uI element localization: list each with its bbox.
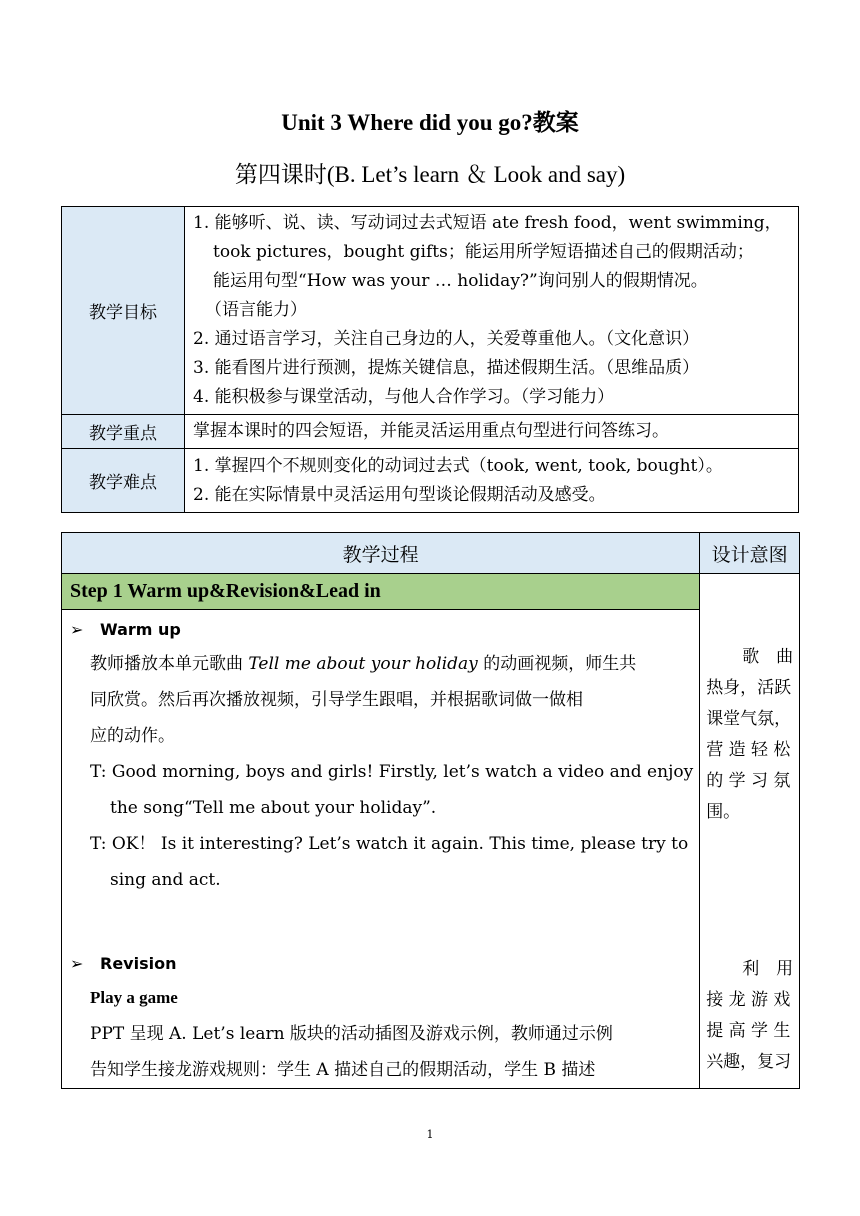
intent-cell — [700, 574, 800, 1089]
arrow-bullet-icon: ➢ — [70, 620, 84, 639]
difficulty-line: 2. 能在实际情景中灵活运用句型谈论假期活动及感受。 — [193, 484, 606, 505]
intent2-line: 提 高 学 生 — [706, 1021, 791, 1041]
difficulties-content — [185, 449, 799, 513]
objectives-label: 教学目标 — [62, 207, 185, 415]
step1-content — [62, 610, 700, 1089]
song-title: Tell me about your holiday — [248, 654, 478, 674]
objective-line: 能运用句型“How was your … holiday?”询问别人的假期情况。 — [213, 271, 708, 291]
intent2-line: 利 用 — [742, 959, 794, 979]
arrow-bullet-icon: ➢ — [70, 954, 84, 973]
objectives-table — [61, 206, 799, 513]
intent1-line: 热身，活跃 — [706, 678, 792, 698]
difficulties-label: 教学难点 — [62, 449, 185, 513]
process-table — [61, 532, 800, 1089]
intent-header: 设计意图 — [700, 533, 800, 574]
document-subtitle: 第四课时(B. Let’s learn ＆ Look and say) — [234, 162, 626, 187]
key-points-label: 教学重点 — [62, 415, 185, 449]
dialog-line: the song“Tell me about your holiday”. — [110, 798, 437, 818]
step1-title: Step 1 Warm up&Revision&Lead in — [62, 574, 700, 610]
intent1-line: 的 学 习 氛 — [706, 771, 791, 791]
revision-paragraph: Play a game PPT 呈现 A. Let’s learn 版块的活动插图及游戏示例，教师通过示例 告知学生接龙游戏规则：学生 A 描述自己的假期活动，学生 B 描述 — [70, 980, 693, 1088]
dialog-line: T: OK！ Is it interesting? Let’s watch it again. This time, please try to — [90, 834, 689, 854]
objectives-content — [185, 207, 799, 415]
intent2-line: 兴趣，复习 — [706, 1052, 792, 1072]
warmup-bullet: ➢ Warm up — [70, 620, 181, 639]
page-number: 1 — [426, 1128, 434, 1141]
objective-line: 1. 能够听、说、读、写动词过去式短语 ate fresh food，went swimming， — [193, 213, 782, 233]
revision-bullet: ➢ Revision — [70, 954, 177, 973]
document-title: Unit 3 Where did you go?教案 — [281, 110, 579, 135]
intent2-line: 接 龙 游 戏 — [706, 990, 791, 1010]
objective-line: 2. 通过语言学习，关注自己身边的人，关爱尊重他人。（文化意识） — [193, 329, 700, 349]
objective-line: 4. 能积极参与课堂活动，与他人合作学习。（学习能力） — [193, 387, 615, 407]
key-points-text: 掌握本课时的四会短语，并能灵活运用重点句型进行问答练习。 — [185, 415, 799, 449]
process-header: 教学过程 — [62, 533, 700, 574]
intent1-line: 围。 — [706, 802, 741, 822]
dialog-line: T: Good morning, boys and girls! Firstly, let’s watch a video and enjoy — [90, 762, 694, 782]
intent1-line: 营 造 轻 松 — [706, 740, 791, 760]
intent1-line: 课堂气氛， — [706, 709, 792, 729]
objective-line: took pictures，bought gifts；能运用所学短语描述自己的假期活动； — [213, 242, 754, 262]
warmup-paragraph: 教师播放本单元歌曲 Tell me about your holiday 的动画视频，师生共 同欣赏。然后再次播放视频，引导学生跟唱，并根据歌词做一做相 应的动作。 — [90, 654, 637, 746]
dialog-line: sing and act. — [110, 870, 221, 890]
objective-line: （语言能力） — [205, 300, 307, 320]
difficulty-line: 1. 掌握四个不规则变化的动词过去式（took, went, took, bought）。 — [193, 455, 723, 476]
warmup-dialog — [70, 754, 693, 898]
intent1-line: 歌 曲 — [742, 647, 794, 667]
revision-subtitle: Play a game — [90, 988, 178, 1007]
objective-line: 3. 能看图片进行预测，提炼关键信息，描述假期生活。（思维品质） — [193, 358, 700, 378]
